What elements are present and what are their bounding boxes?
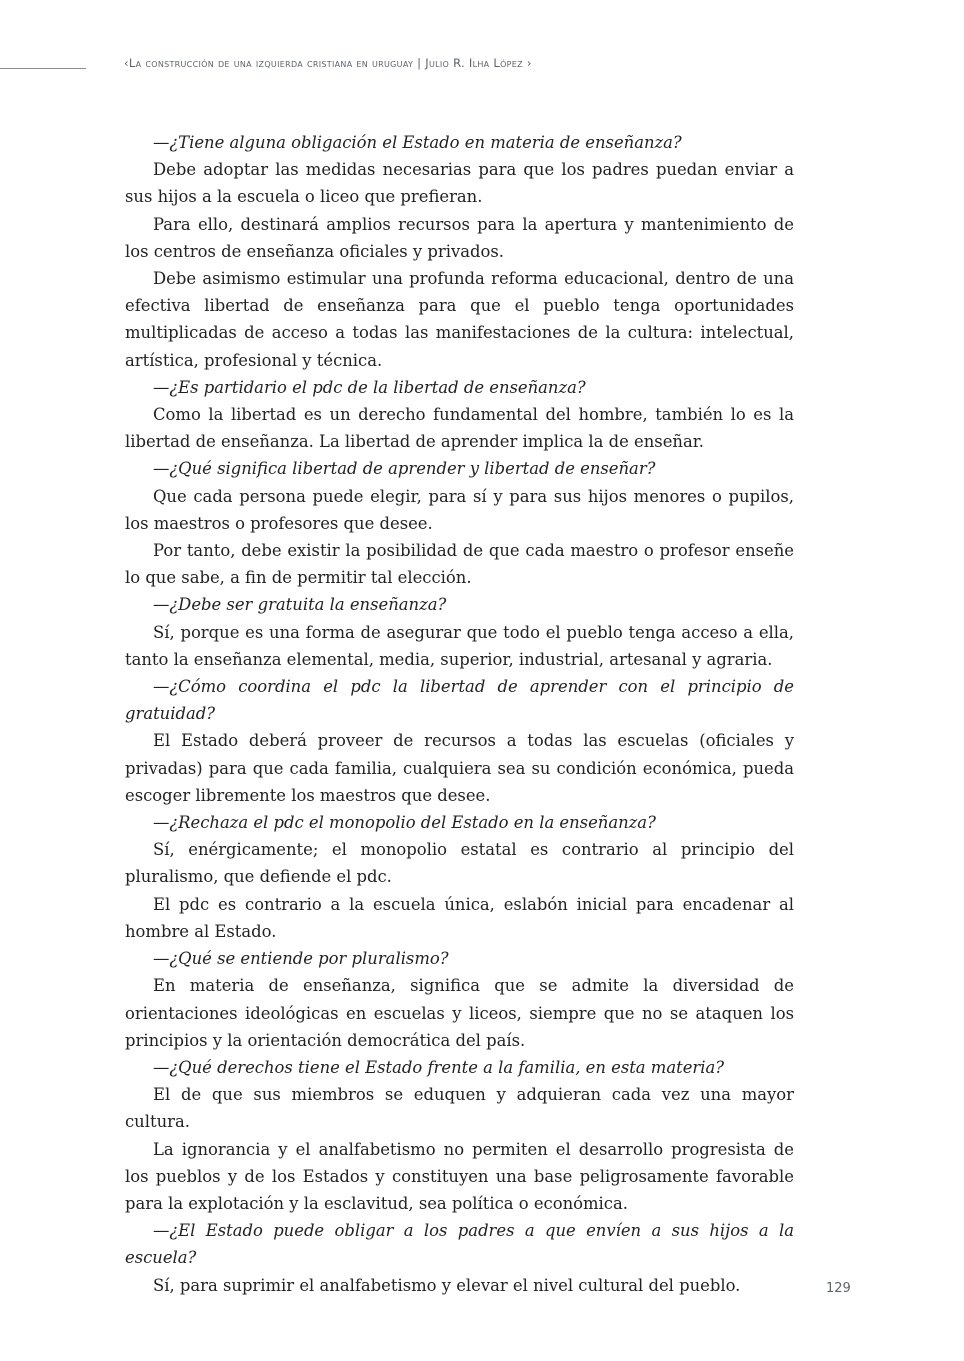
body-text bbox=[125, 129, 794, 1299]
question-paragraph: —¿Tiene alguna obligación el Estado en materia de enseñanza? bbox=[153, 133, 682, 152]
answer-paragraph: Sí, porque es una forma de asegurar que todo el pueblo tenga acceso a ella, tanto la enseñanza elemental, media, superior, industrial, artesanal y agraria. bbox=[125, 622, 794, 669]
answer-paragraph: Que cada persona puede elegir, para sí y para sus hijos menores o pupilos, los maestros o profesores que desee. bbox=[125, 486, 794, 533]
question-paragraph: —¿Debe ser gratuita la enseñanza? bbox=[153, 595, 447, 615]
header-book-title: La construcción de una izquierda cristiana en uruguay bbox=[128, 56, 414, 70]
answer-paragraph: La ignorancia y el analfabetismo no permiten el desarrollo progresista de los pueblos y de los Estados y constituyen una base peligrosamente favorable para la explotación y la esclavitud, sea política o económica. bbox=[125, 1139, 794, 1213]
question-paragraph: —¿Qué significa libertad de aprender y libertad de enseñar? bbox=[153, 459, 656, 479]
running-header bbox=[124, 56, 824, 70]
header-close: › bbox=[522, 56, 532, 70]
answer-paragraph: El de que sus miembros se eduquen y adquieran cada vez una mayor cultura. bbox=[125, 1085, 794, 1132]
page-number: 129 bbox=[826, 1281, 851, 1296]
answer-paragraph: Sí, para suprimir el analfabetismo y elevar el nivel cultural del pueblo. bbox=[153, 1275, 741, 1295]
question-paragraph: —¿Qué se entiende por pluralismo? bbox=[153, 949, 449, 969]
question-paragraph: —¿El Estado puede obligar a los padres a que envíen a sus hijos a la escuela? bbox=[125, 1221, 794, 1268]
answer-paragraph: Como la libertad es un derecho fundamental del hombre, también lo es la libertad de enseñanza. La libertad de aprender implica la de enseñar. bbox=[125, 405, 794, 452]
answer-paragraph: Por tanto, debe existir la posibilidad de que cada maestro o profesor enseñe lo que sabe, a fin de permitir tal elección. bbox=[125, 541, 794, 588]
header-author: Julio R. Ilha López bbox=[425, 56, 523, 70]
answer-paragraph: Para ello, destinará amplios recursos para la apertura y mantenimiento de los centros de enseñanza oficiales y privados. bbox=[125, 214, 794, 261]
question-paragraph: —¿Cómo coordina el pdc la libertad de aprender con el principio de gratuidad? bbox=[125, 677, 794, 724]
answer-paragraph: Debe adoptar las medidas necesarias para que los padres puedan enviar a sus hijos a la escuela o liceo que prefieran. bbox=[125, 160, 794, 207]
answer-paragraph: El pdc es contrario a la escuela única, eslabón inicial para encadenar al hombre al Estado. bbox=[125, 894, 794, 941]
header-open: ‹ bbox=[124, 56, 129, 70]
answer-paragraph: El Estado deberá proveer de recursos a todas las escuelas (oficiales y privadas) para que cada familia, cualquiera sea su condición económica, pueda escoger libremente los maestros que desee. bbox=[125, 731, 794, 805]
header-separator: | bbox=[413, 56, 426, 70]
question-paragraph: —¿Qué derechos tiene el Estado frente a la familia, en esta materia? bbox=[153, 1057, 725, 1077]
question-paragraph: —¿Es partidario el pdc de la libertad de enseñanza? bbox=[153, 377, 586, 397]
answer-paragraph: Sí, enérgicamente; el monopolio estatal es contrario al principio del pluralismo, que defiende el pdc. bbox=[125, 840, 794, 887]
answer-paragraph: En materia de enseñanza, significa que se admite la diversidad de orientaciones ideológicas en escuelas y liceos, siempre que no se ataquen los principios y la orientación democrática del país. bbox=[125, 976, 794, 1050]
answer-paragraph: Debe asimismo estimular una profunda reforma educacional, dentro de una efectiva libertad de enseñanza para que el pueblo tenga oportunidades multiplicadas de acceso a todas las manifestaciones de la cultura: intelectual, artística, profesional y técnica. bbox=[125, 269, 794, 370]
header-rule bbox=[0, 68, 86, 69]
question-paragraph: —¿Rechaza el pdc el monopolio del Estado en la enseñanza? bbox=[153, 813, 656, 833]
